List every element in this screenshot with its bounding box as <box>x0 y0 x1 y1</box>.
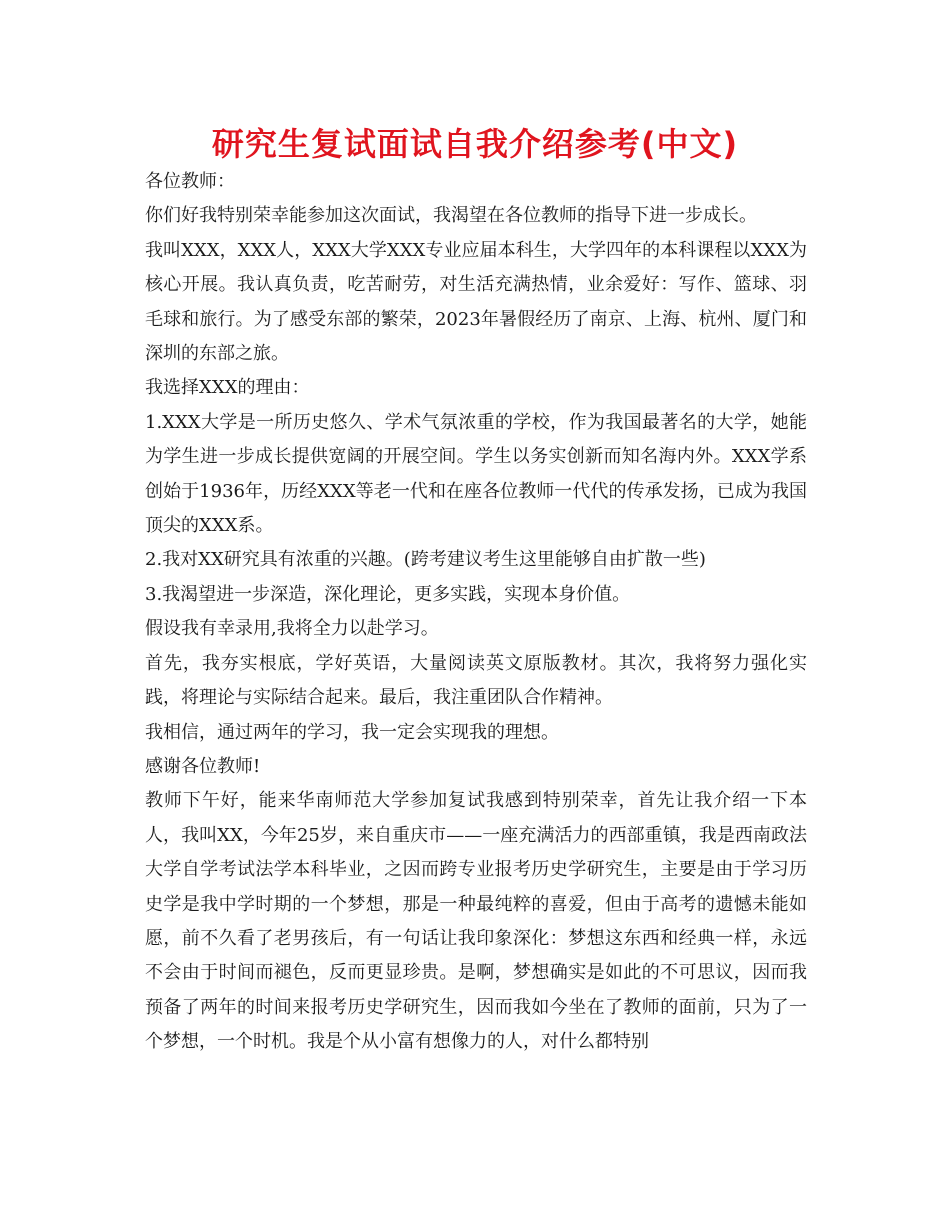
paragraph-second-intro: 教师下午好，能来华南师范大学参加复试我感到特别荣幸，首先让我介绍一下本人，我叫XX，今年25岁，来自重庆市——一座充满活力的西部重镇，我是西南政法大学自学考试法学本科毕业，之因而跨专业报考历史学研究生，主要是由于学习历史学是我中学时期的一个梦想，那是一种最纯粹的喜爱，但由于高考的遗憾未能如愿，前不久看了老男孩后，有一句话让我印象深化：梦想这东西和经典一样，永远不会由于时间而褪色，反而更显珍贵。是啊，梦想确实是如此的不可思议，因而我预备了两年的时间来报考历史学研究生，因而我如今坐在了教师的面前，只为了一个梦想，一个时机。我是个从小富有想像力的人，对什么都特别 <box>145 790 807 1053</box>
paragraph-reason-3: 3.我渴望进一步深造，深化理论，更多实践，实现本身价值。 <box>145 583 631 605</box>
document-title: 研究生复试面试自我介绍参考(中文) <box>211 125 739 163</box>
paragraph-reason-2: 2.我对XX研究具有浓重的兴趣。(跨考建议考生这里能够自由扩散一些) <box>145 549 706 571</box>
paragraph-reason-1: 1.XXX大学是一所历史悠久、学术气氛浓重的学校，作为我国最著名的大学，她能为学生进一步成长提供宽阔的开展空间。学生以务实创新而知名海内外。XXX学系创始于1936年，历经XXX等老一代和在座各位教师一代代的传承发扬，已成为我国顶尖的XXX系。 <box>145 411 807 537</box>
paragraph-thanks: 感谢各位教师! <box>145 755 261 777</box>
document-body <box>145 165 807 1060</box>
paragraph-opening: 你们好我特别荣幸能参加这次面试，我渴望在各位教师的指导下进一步成长。 <box>145 205 757 227</box>
paragraph-self-intro: 我叫XXX，XXX人，XXX大学XXX专业应届本科生，大学四年的本科课程以XXX为核心开展。我认真负责，吃苦耐劳，对生活充满热情，业余爱好：写作、篮球、羽毛球和旅行。为了感受东部的繁荣，2023年暑假经历了南京、上海、杭州、厦门和深圳的东部之旅。 <box>145 239 807 365</box>
paragraph-if-admitted: 假设我有幸录用,我将全力以赴学习。 <box>145 618 439 640</box>
paragraph-reasons-heading: 我选择XXX的理由： <box>145 377 310 399</box>
paragraph-belief: 我相信，通过两年的学习，我一定会实现我的理想。 <box>145 721 559 743</box>
paragraph-plan: 首先，我夯实根底，学好英语，大量阅读英文原版教材。其次，我将努力强化实践，将理论与实际结合起来。最后，我注重团队合作精神。 <box>145 652 807 709</box>
paragraph-greeting: 各位教师： <box>145 171 235 192</box>
